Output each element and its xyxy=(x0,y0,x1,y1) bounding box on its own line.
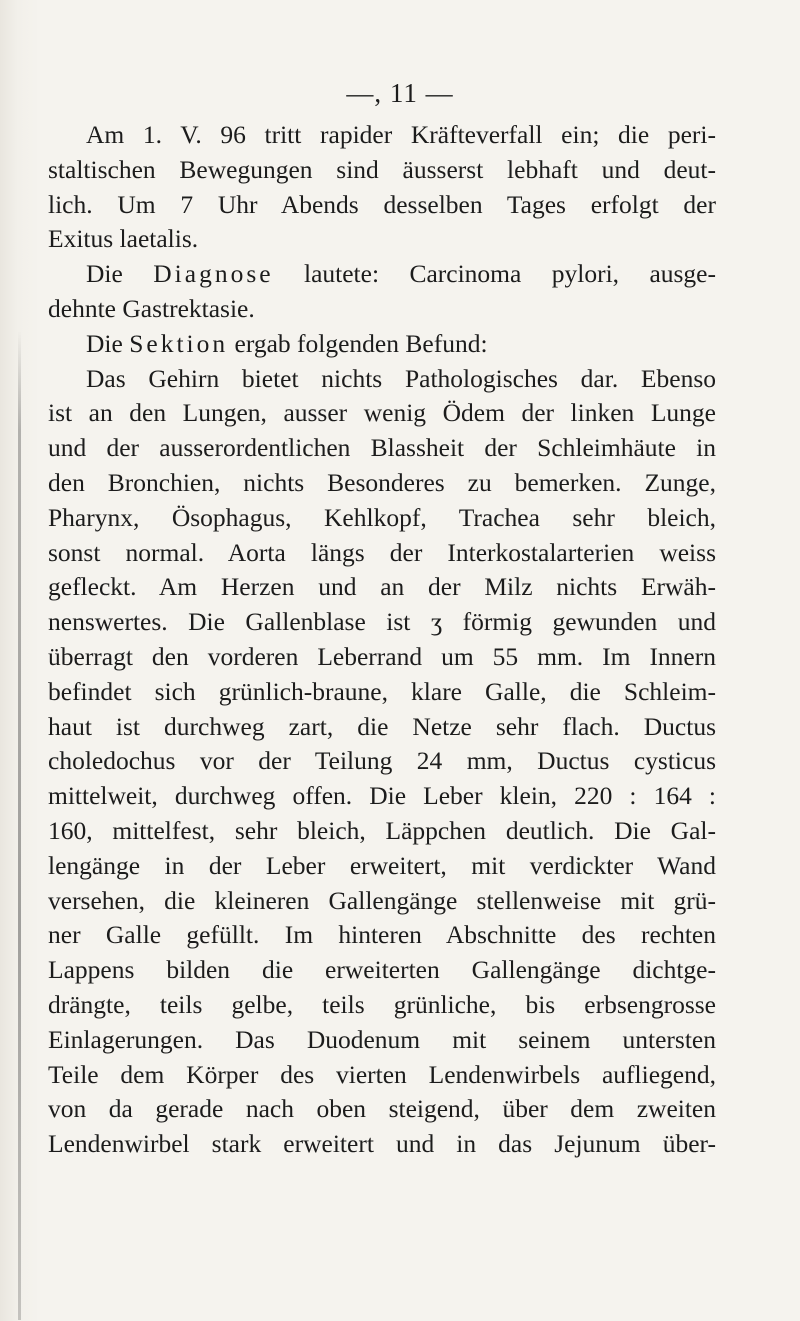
diagnose-text: lautete: Carcinoma pylori, ausge- xyxy=(303,259,716,289)
text-line: sonst normal. Aorta längs der Interkostalarterien weiss xyxy=(48,537,716,567)
text-line: Teile dem Körper des vierten Lendenwirbels aufliegend, xyxy=(48,1059,716,1089)
text-line: haut ist durchweg zart, die Netze sehr flach. Ductus xyxy=(48,711,716,741)
text-line: gefleckt. Am Herzen und an der Milz nichts Erwäh- xyxy=(48,572,716,602)
text-line: Exitus laetalis. xyxy=(48,224,199,254)
text-line: Einlagerungen. Das Duodenum mit seinem untersten xyxy=(48,1024,716,1054)
text-line: staltischen Bewegungen sind äusserst lebhaft und deut- xyxy=(48,154,716,184)
text-line: Am 1. V. 96 tritt rapider Kräfteverfall ein; die peri- xyxy=(86,120,716,149)
text-line: Das Gehirn bietet nichts Pathologisches dar. Ebenso xyxy=(86,363,716,393)
text-line-diagnose xyxy=(48,257,716,292)
text-line: ist an den Lungen, ausser wenig Ödem der linken Lunge xyxy=(48,398,716,428)
text-line: den Bronchien, nichts Besonderes zu bemerken. Zunge, xyxy=(48,467,716,497)
text-line-sektion xyxy=(48,327,716,362)
text-line: lich. Um 7 Uhr Abends desselben Tages erfolgt der xyxy=(48,189,716,219)
text-line: mittelweit, durchweg offen. Die Leber klein, 220 : 164 : xyxy=(48,781,716,811)
text-line: versehen, die kleineren Gallengänge stellenweise mit grü- xyxy=(48,885,716,915)
text-line: 160, mittelfest, sehr bleich, Läppchen deutlich. Die Gal- xyxy=(48,815,716,845)
text-line: nenswertes. Die Gallenblase ist ʒ förmig gewunden und xyxy=(48,607,716,637)
diagnose-spaced-word: Diagnose xyxy=(153,259,274,289)
text-line: befindet sich grünlich-braune, klare Galle, die Schleim- xyxy=(48,676,716,706)
text-line: lengänge in der Leber erweitert, mit verdickter Wand xyxy=(48,850,716,880)
text-line: Lappens bilden die erweiterten Gallengänge dichtge- xyxy=(48,955,716,985)
page-binding-edge xyxy=(18,330,21,1320)
diagnose-prefix: Die xyxy=(86,259,123,289)
page-number-header: —, 11 — xyxy=(346,78,454,108)
text-line: Lendenwirbel stark erweitert und in das Jejunum über- xyxy=(48,1129,716,1159)
text-line: choledochus vor der Teilung 24 mm, Ductus cysticus xyxy=(48,746,716,776)
sektion-spaced-word: Sektion xyxy=(129,328,229,358)
text-line: überragt den vorderen Leberrand um 55 mm. Im Innern xyxy=(48,641,716,671)
text-line: dehnte Gastrektasie. xyxy=(48,293,255,323)
text-line: ner Galle gefüllt. Im hinteren Abschnitte des rechten xyxy=(48,920,716,950)
text-line: Pharynx, Ösophagus, Kehlkopf, Trachea sehr bleich, xyxy=(48,502,716,532)
body-text xyxy=(48,118,716,1162)
text-line: drängte, teils gelbe, teils grünliche, bis erbsengrosse xyxy=(48,989,716,1019)
text-line: von da gerade nach oben steigend, über dem zweiten xyxy=(48,1094,716,1124)
sektion-text: ergab folgenden Befund: xyxy=(234,328,488,358)
sektion-prefix: Die xyxy=(86,328,123,358)
text-line: und der ausserordentlichen Blassheit der Schleimhäute in xyxy=(48,433,716,463)
